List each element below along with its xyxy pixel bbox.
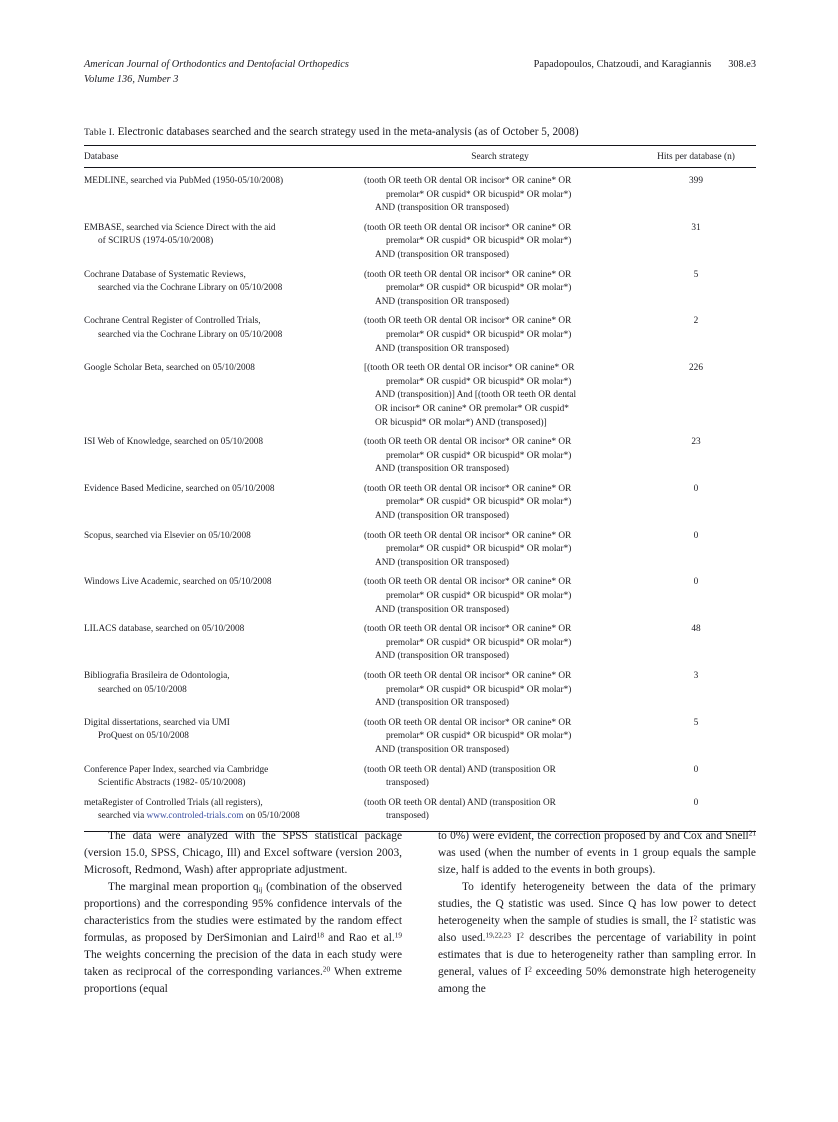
text-fragment: to 0%) were evident, the correction proposed by and Cox and Snell <box>438 830 749 842</box>
strategy-line: AND (transposition OR transposed) <box>375 464 510 475</box>
cell-search-strategy <box>364 430 636 477</box>
database-line: ProQuest on 05/10/2008 <box>98 731 189 742</box>
table-row <box>84 477 756 524</box>
strategy-line: AND (transposition OR transposed) <box>375 604 510 615</box>
strategy-line: AND (transposition OR transposed) <box>375 343 510 354</box>
subscript-ij: ij <box>258 886 263 895</box>
table-row <box>84 216 756 263</box>
paragraph-marginal-mean <box>84 879 402 998</box>
cell-database <box>84 758 364 791</box>
superscript-squared: 2 <box>693 914 698 923</box>
cell-database <box>84 524 364 571</box>
database-line: Conference Paper Index, searched via Cambridge <box>84 764 269 775</box>
text-fragment: exceeding 50% demonstrate high heterogeneity among the <box>438 966 756 996</box>
strategy-line: premolar* OR cuspid* OR bicuspid* OR molar*) <box>386 544 572 555</box>
cell-hits: 3 <box>693 671 699 681</box>
cell-search-strategy <box>364 168 636 216</box>
text-fragment: statistic was also used. <box>438 915 756 945</box>
strategy-line: transposed) <box>386 778 429 789</box>
cell-hits: 399 <box>689 176 703 186</box>
running-head-line-1 <box>84 58 756 73</box>
strategy-line: premolar* OR cuspid* OR bicuspid* OR molar*) <box>386 283 572 294</box>
reference-18: 18 <box>316 931 325 940</box>
database-line: MEDLINE, searched via PubMed (1950-05/10/2008) <box>84 176 284 186</box>
strategy-line: AND (transposition OR transposed) <box>375 698 510 709</box>
cell-hits: 31 <box>691 222 701 233</box>
cell-database <box>84 309 364 356</box>
cell-database <box>84 617 364 664</box>
strategy-line: premolar* OR cuspid* OR bicuspid* OR molar*) <box>386 731 572 742</box>
strategy-line: AND (transposition OR transposed) <box>375 296 510 307</box>
table-row <box>84 524 756 571</box>
table-header <box>84 146 756 167</box>
cell-search-strategy <box>364 664 636 711</box>
text-fragment: I <box>510 932 521 945</box>
strategy-line: premolar* OR cuspid* OR bicuspid* OR molar*) <box>386 684 572 695</box>
strategy-line: AND (transposition OR transposed) <box>375 651 510 662</box>
database-line: Digital dissertations, searched via UMI <box>84 717 230 728</box>
cell-search-strategy <box>364 791 636 831</box>
strategy-line: OR bicuspid* OR molar*) AND (transposed)] <box>375 417 547 428</box>
database-line: Bibliografia Brasileira de Odontologia, <box>84 671 230 681</box>
strategy-line: transposed) <box>386 811 429 822</box>
database-line: Windows Live Academic, searched on 05/10/2008 <box>84 577 272 588</box>
text-fragment: describes the percentage of variability in point estimates that is due to heterogeneity rather than sampling error. In general, values of I <box>438 932 756 979</box>
cell-search-strategy <box>364 570 636 617</box>
link-suffix-text: on 05/10/2008 <box>243 811 300 822</box>
text-fragment: The weights concerning the precision of the data in each study were taken as reciprocal of the corresponding variances. <box>84 949 402 979</box>
superscript-squared: 2 <box>520 931 524 940</box>
cell-database <box>84 216 364 263</box>
database-line: Google Scholar Beta, searched on 05/10/2008 <box>84 363 255 374</box>
running-head <box>84 58 756 87</box>
database-line: Cochrane Database of Systematic Reviews, <box>84 269 246 280</box>
strategy-line: (tooth OR teeth OR dental) AND (transposition OR <box>364 764 556 775</box>
cell-database <box>84 168 364 216</box>
column-header-hits: Hits per database (n) <box>657 152 735 162</box>
strategy-line: (tooth OR teeth OR dental OR incisor* OR canine* OR <box>364 222 572 233</box>
cell-database <box>84 477 364 524</box>
table-header-row <box>84 146 756 167</box>
strategy-line: (tooth OR teeth OR dental OR incisor* OR canine* OR <box>364 671 572 681</box>
databases-table <box>84 146 756 167</box>
strategy-line: AND (transposition OR transposed) <box>375 511 510 522</box>
page-number: 308.e3 <box>728 59 756 70</box>
cell-search-strategy <box>364 524 636 571</box>
cell-search-strategy <box>364 309 636 356</box>
cell-hits: 0 <box>693 530 699 541</box>
cell-hits: 2 <box>693 316 699 327</box>
table-row <box>84 263 756 310</box>
reference-20: 20 <box>322 965 331 974</box>
table-row <box>84 356 756 430</box>
table-row <box>84 309 756 356</box>
cell-hits: 48 <box>691 624 701 635</box>
table-caption-text: Electronic databases searched and the search strategy used in the meta-analysis (as of October 5, 2008) <box>117 126 579 138</box>
cell-database <box>84 791 364 831</box>
cell-search-strategy <box>364 216 636 263</box>
column-header-search-strategy: Search strategy <box>471 152 529 162</box>
journal-title: American Journal of Orthodontics and Dentofacial Orthopedics <box>84 59 349 70</box>
cell-search-strategy <box>364 263 636 310</box>
link-prefix-text: searched via <box>98 811 147 822</box>
column-header-database: Database <box>84 152 119 162</box>
database-line: Scopus, searched via Elsevier on 05/10/2008 <box>84 530 251 541</box>
cell-hits: 23 <box>691 437 701 448</box>
strategy-line: premolar* OR cuspid* OR bicuspid* OR molar*) <box>386 189 572 200</box>
strategy-line: premolar* OR cuspid* OR bicuspid* OR molar*) <box>386 450 572 461</box>
cell-hits: 0 <box>693 483 699 494</box>
strategy-line: (tooth OR teeth OR dental OR incisor* OR canine* OR <box>364 316 572 327</box>
database-line: Evidence Based Medicine, searched on 05/10/2008 <box>84 483 275 494</box>
cell-hits: 0 <box>693 764 699 775</box>
database-line: Cochrane Central Register of Controlled Trials, <box>84 316 261 327</box>
strategy-line: AND (transposition)] And [(tooth OR teeth OR dental <box>375 390 577 401</box>
cell-hits: 5 <box>693 269 699 280</box>
database-line: LILACS database, searched on 05/10/2008 <box>84 624 245 635</box>
text-fragment: and Rao et al. <box>324 932 395 945</box>
strategy-line: (tooth OR teeth OR dental OR incisor* OR canine* OR <box>364 530 572 541</box>
strategy-line: [(tooth OR teeth OR dental OR incisor* OR canine* OR <box>364 363 575 374</box>
strategy-line: premolar* OR cuspid* OR bicuspid* OR molar*) <box>386 497 572 508</box>
cell-database <box>84 430 364 477</box>
table-row <box>84 791 756 831</box>
databases-table-body <box>84 168 756 831</box>
reference-19-22-23: 19,22,23 <box>485 931 511 940</box>
strategy-line: premolar* OR cuspid* OR bicuspid* OR molar*) <box>386 236 572 247</box>
body-text <box>84 828 756 998</box>
text-fragment: To identify heterogeneity between the data of the primary studies, the Q statistic was used. Since Q has low power to detect heterogeneity when the sample of studies is small, the I <box>438 881 756 928</box>
strategy-line: (tooth OR teeth OR dental OR incisor* OR canine* OR <box>364 269 572 280</box>
paragraph-spss: The data were analyzed with the SPSS statistical package (version 15.0, SPSS, Chicago, Ill) and Excel software (version 2003, Microsoft, Redmond, Wash) after appropriate adjustment. <box>84 830 402 877</box>
paragraph-heterogeneity <box>438 879 756 998</box>
table-row <box>84 617 756 664</box>
cell-database <box>84 263 364 310</box>
strategy-line: AND (transposition OR transposed) <box>375 744 510 755</box>
strategy-line: AND (transposition OR transposed) <box>375 203 510 214</box>
volume-issue: Volume 136, Number 3 <box>84 73 179 85</box>
strategy-line: (tooth OR teeth OR dental OR incisor* OR canine* OR <box>364 577 572 588</box>
database-line: EMBASE, searched via Science Direct with the aid <box>84 222 276 233</box>
database-line-with-link <box>84 810 364 824</box>
database-line: Scientific Abstracts (1982- 05/10/2008) <box>98 778 246 789</box>
strategy-line: (tooth OR teeth OR dental OR incisor* OR canine* OR <box>364 483 572 494</box>
cell-search-strategy <box>364 356 636 430</box>
table-caption <box>84 125 756 145</box>
text-fragment: The marginal mean proportion q <box>108 881 259 894</box>
text-fragment: was used (when the number of events in 1 group equals the sample size, half is added to the events in both groups). <box>438 847 756 877</box>
left-column <box>84 828 402 998</box>
author-list: Papadopoulos, Chatzoudi, and Karagiannis <box>533 59 712 70</box>
strategy-line: AND (transposition OR transposed) <box>375 557 510 568</box>
database-line: of SCIRUS (1974-05/10/2008) <box>98 236 214 247</box>
database-line: searched via the Cochrane Library on 05/10/2008 <box>98 283 283 294</box>
cell-search-strategy <box>364 758 636 791</box>
table-container <box>84 125 756 832</box>
cell-database <box>84 664 364 711</box>
strategy-line: (tooth OR teeth OR dental OR incisor* OR canine* OR <box>364 176 572 186</box>
strategy-line: (tooth OR teeth OR dental OR incisor* OR canine* OR <box>364 437 572 448</box>
cell-database <box>84 570 364 617</box>
strategy-line: AND (transposition OR transposed) <box>375 249 510 260</box>
table-row <box>84 758 756 791</box>
cell-hits: 0 <box>693 577 699 588</box>
table-row <box>84 711 756 758</box>
text-fragment: (combination of the observed proportions) and the corresponding 95% confidence intervals of the characteristics from the studies were estimated by the random effect formulas, as proposed by DerSimonian and Laird <box>84 881 402 945</box>
paragraph-cox-snell <box>438 828 756 879</box>
strategy-line: (tooth OR teeth OR dental OR incisor* OR canine* OR <box>364 624 572 635</box>
strategy-line: premolar* OR cuspid* OR bicuspid* OR molar*) <box>386 637 572 648</box>
running-head-authors-page <box>534 58 756 73</box>
table-row <box>84 664 756 711</box>
database-line: metaRegister of Controlled Trials (all registers), <box>84 797 263 808</box>
text-fragment: When extreme proportions (equal <box>84 966 402 996</box>
right-column <box>438 828 756 998</box>
table-body <box>84 168 756 831</box>
strategy-line: premolar* OR cuspid* OR bicuspid* OR molar*) <box>386 376 572 387</box>
table-row <box>84 168 756 216</box>
database-line: searched via the Cochrane Library on 05/10/2008 <box>98 329 283 340</box>
cell-search-strategy <box>364 711 636 758</box>
superscript-squared: 2 <box>528 965 532 974</box>
cell-hits: 0 <box>693 797 699 808</box>
strategy-line: (tooth OR teeth OR dental OR incisor* OR canine* OR <box>364 717 572 728</box>
cell-database <box>84 356 364 430</box>
cell-hits: 226 <box>689 363 703 374</box>
cell-search-strategy <box>364 477 636 524</box>
reference-19: 19 <box>394 931 402 940</box>
database-line: searched on 05/10/2008 <box>98 684 187 695</box>
reference-21: 21 <box>748 829 756 838</box>
cell-search-strategy <box>364 617 636 664</box>
table-row <box>84 570 756 617</box>
strategy-line: OR incisor* OR canine* OR premolar* OR cuspid* <box>375 403 569 414</box>
cell-hits: 5 <box>693 717 699 728</box>
controlled-trials-link[interactable]: www.controled-trials.com <box>146 811 244 822</box>
cell-database <box>84 711 364 758</box>
strategy-line: (tooth OR teeth OR dental) AND (transposition OR <box>364 797 556 808</box>
table-label: Table I. <box>84 127 115 138</box>
strategy-line: premolar* OR cuspid* OR bicuspid* OR molar*) <box>386 329 572 340</box>
strategy-line: premolar* OR cuspid* OR bicuspid* OR molar*) <box>386 591 572 602</box>
table-row <box>84 430 756 477</box>
database-line: ISI Web of Knowledge, searched on 05/10/2008 <box>84 437 264 448</box>
